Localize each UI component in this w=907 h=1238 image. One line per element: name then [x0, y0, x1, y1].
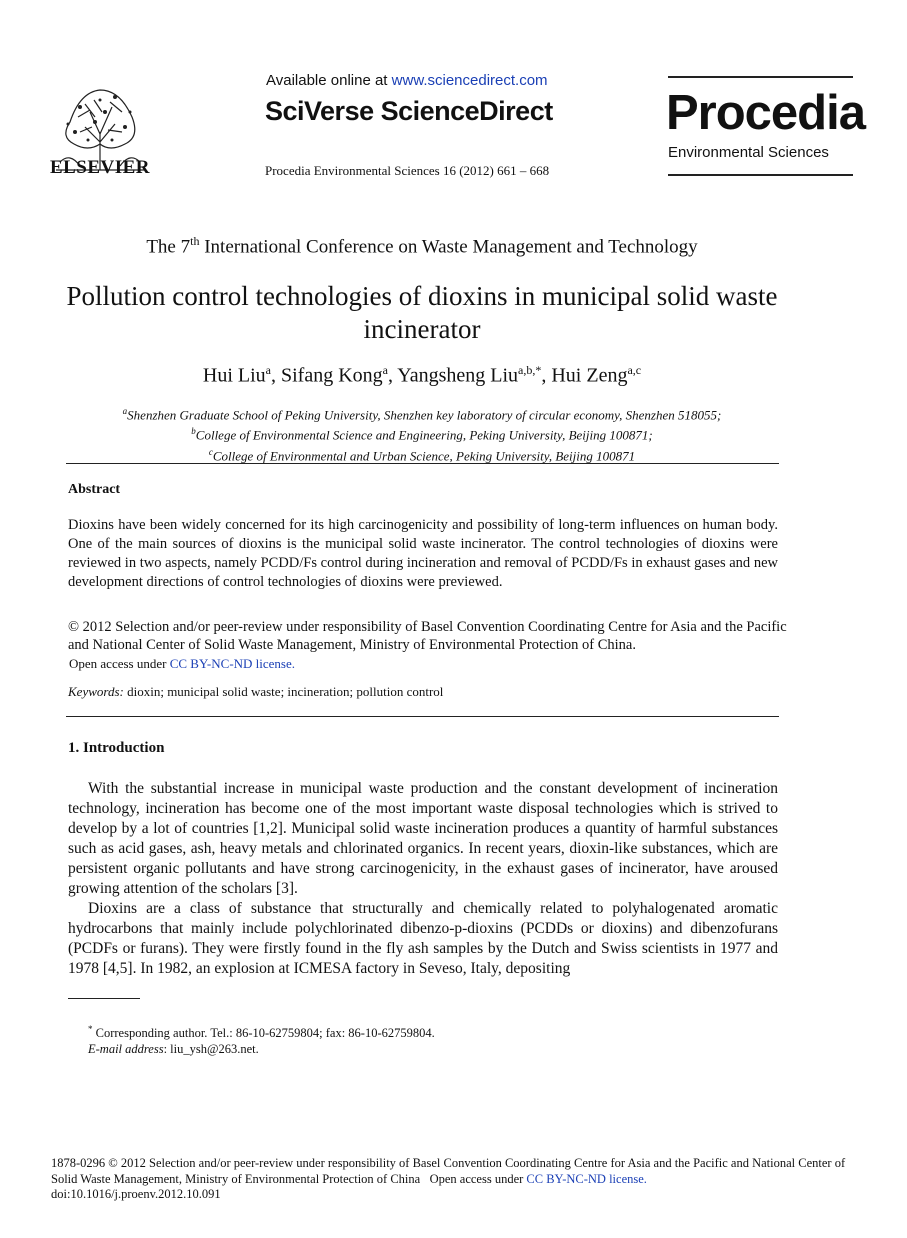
keywords-line — [68, 684, 443, 700]
journal-subtitle: Environmental Sciences — [668, 144, 829, 161]
abstract-heading: Abstract — [68, 482, 121, 497]
affiliation-text: College of Environmental and Urban Science, Peking University, Beijing 100871 — [212, 447, 636, 463]
open-access-prefix: Open access under — [69, 656, 170, 671]
conference-pre: The 7 — [146, 236, 191, 258]
bottom-open-access-prefix: Open access under — [420, 1171, 527, 1186]
copyright-notice: © 2012 Selection and/or peer-review under responsibility of Basel Convention Coordinating Centre for Asia and the Pacific and National Center of Solid Waste Management, Ministry of Environmental Protection of China. — [68, 619, 787, 653]
email-address[interactable]: : liu_ysh@263.net. — [163, 1042, 259, 1056]
author: Sifang Kong — [281, 364, 383, 387]
conference-post: International Conference on Waste Management and Technology — [199, 236, 698, 258]
platform-name: SciVerse ScienceDirect — [265, 96, 553, 126]
author-list: Hui Liu$^a$, Sifang Kong$^a$, Yangsheng Liu$^{a,b,*}$, Hui Zeng$^{a,c}$ — [202, 363, 642, 387]
open-access-line — [69, 656, 295, 672]
publisher-wordmark: ELSEVIER — [49, 157, 151, 178]
keywords-label: Keywords: — [68, 684, 124, 699]
paragraph — [68, 779, 778, 899]
affiliation-sup: b — [191, 426, 196, 437]
divider-bottom — [66, 716, 779, 717]
author-sup: a — [382, 363, 388, 377]
doi[interactable]: doi:10.1016/j.proenv.2012.10.091 — [51, 1187, 221, 1201]
author-sup: a — [265, 363, 271, 377]
brand-bottom-rule — [668, 174, 853, 176]
paragraph-text: With the substantial increase in municipal waste production and the constant development of incineration technology, incineration has become one of the most important waste disposal technologies which is strived to develop by a lot of countries [1,2]. Municipal solid waste incineration produces a quantity of harmful substances such as acid gases, ash, heavy metals and chlorinated organics. In recent years, dioxin-like substances, which are persistent organic pollutants and have strong carcinogenicity, in the exhaust gases of incinerator, have aroused growing attention of the scholars [3]. — [68, 780, 778, 897]
footnote-star: * — [88, 1024, 93, 1034]
abstract-text: Dioxins have been widely concerned for its high carcinogenicity and possibility of long-term influences on human body. One of the main sources of dioxins is the municipal solid waste incinerator. The control technologies of dioxins were reviewed in two aspects, namely PCDD/Fs control during incineration and removal of PCDD/Fs in exhaust gases and new development directions of control technologies of dioxins were previewed. — [68, 517, 778, 590]
paragraph — [68, 899, 778, 979]
author: Hui Zeng — [551, 364, 628, 387]
footnote-corresponding-text: Corresponding author. Tel.: 86-10-62759804; fax: 86-10-62759804. — [92, 1026, 435, 1041]
footnote-email — [88, 1042, 259, 1057]
affiliation-text: College of Environmental Science and Engineering, Peking University, Beijing 100871; — [195, 427, 653, 443]
email-label: E-mail address — [88, 1042, 164, 1056]
footnote-corresponding — [88, 1024, 435, 1041]
affiliation — [0, 444, 844, 464]
affiliations — [0, 403, 844, 464]
divider-top — [66, 463, 779, 464]
paragraph-text: Dioxins are a class of substance that structurally and chemically related to polyhalogenated aromatic hydrocarbons that mainly include polychlorinated dibenzo-p-dioxins (PCDDs or dioxins) and dibenzofurans (PCDFs or furans). They were firstly found in the fly ash samples by the Dutch and Swiss scientists in 1977 and 1978 [4,5]. In 1982, an explosion at ICMESA factory in Seveso, Italy, depositing — [68, 900, 778, 977]
author: Yangsheng Liu — [397, 364, 519, 387]
publication-info — [51, 1156, 857, 1203]
issn-copyright: 1878-0296 © 2012 Selection and/or peer-review under responsibility of Basel Convention Coordinating Centre for Asia and the Pacific and National Center of Solid Waste Management, Ministry of Environmental Protection of China — [51, 1156, 846, 1186]
author-sup: a,c — [627, 363, 642, 377]
journal-brand: Procedia — [666, 86, 865, 140]
conference-name — [0, 234, 844, 258]
conference-sup: th — [190, 234, 200, 248]
affiliation-sup: a — [122, 406, 128, 416]
bottom-license-link[interactable]: CC BY-NC-ND license. — [526, 1171, 647, 1186]
journal-reference: Procedia Environmental Sciences 16 (2012) 661 – 668 — [265, 163, 550, 178]
affiliation — [0, 423, 844, 443]
brand-top-rule — [668, 76, 853, 78]
paper-title: Pollution control technologies of dioxins in municipal solid waste incinerator — [66, 281, 778, 344]
affiliation-text: Shenzhen Graduate School of Peking University, Shenzhen key laboratory of circular economy, Shenzhen 518055; — [127, 407, 722, 423]
availability-prefix: Available online at — [266, 72, 392, 89]
section-heading: 1. Introduction — [68, 740, 165, 756]
footnote-rule — [68, 998, 140, 999]
keywords-list: dioxin; municipal solid waste; incineration; pollution control — [123, 684, 444, 699]
sciencedirect-link[interactable]: www.sciencedirect.com — [391, 72, 548, 89]
affiliation-sup: c — [208, 446, 213, 457]
author: Hui Liu — [202, 364, 266, 387]
availability-line — [266, 72, 548, 89]
affiliation — [0, 403, 844, 423]
author-sup: a,b,* — [518, 363, 542, 377]
license-link[interactable]: CC BY-NC-ND license. — [169, 656, 296, 671]
